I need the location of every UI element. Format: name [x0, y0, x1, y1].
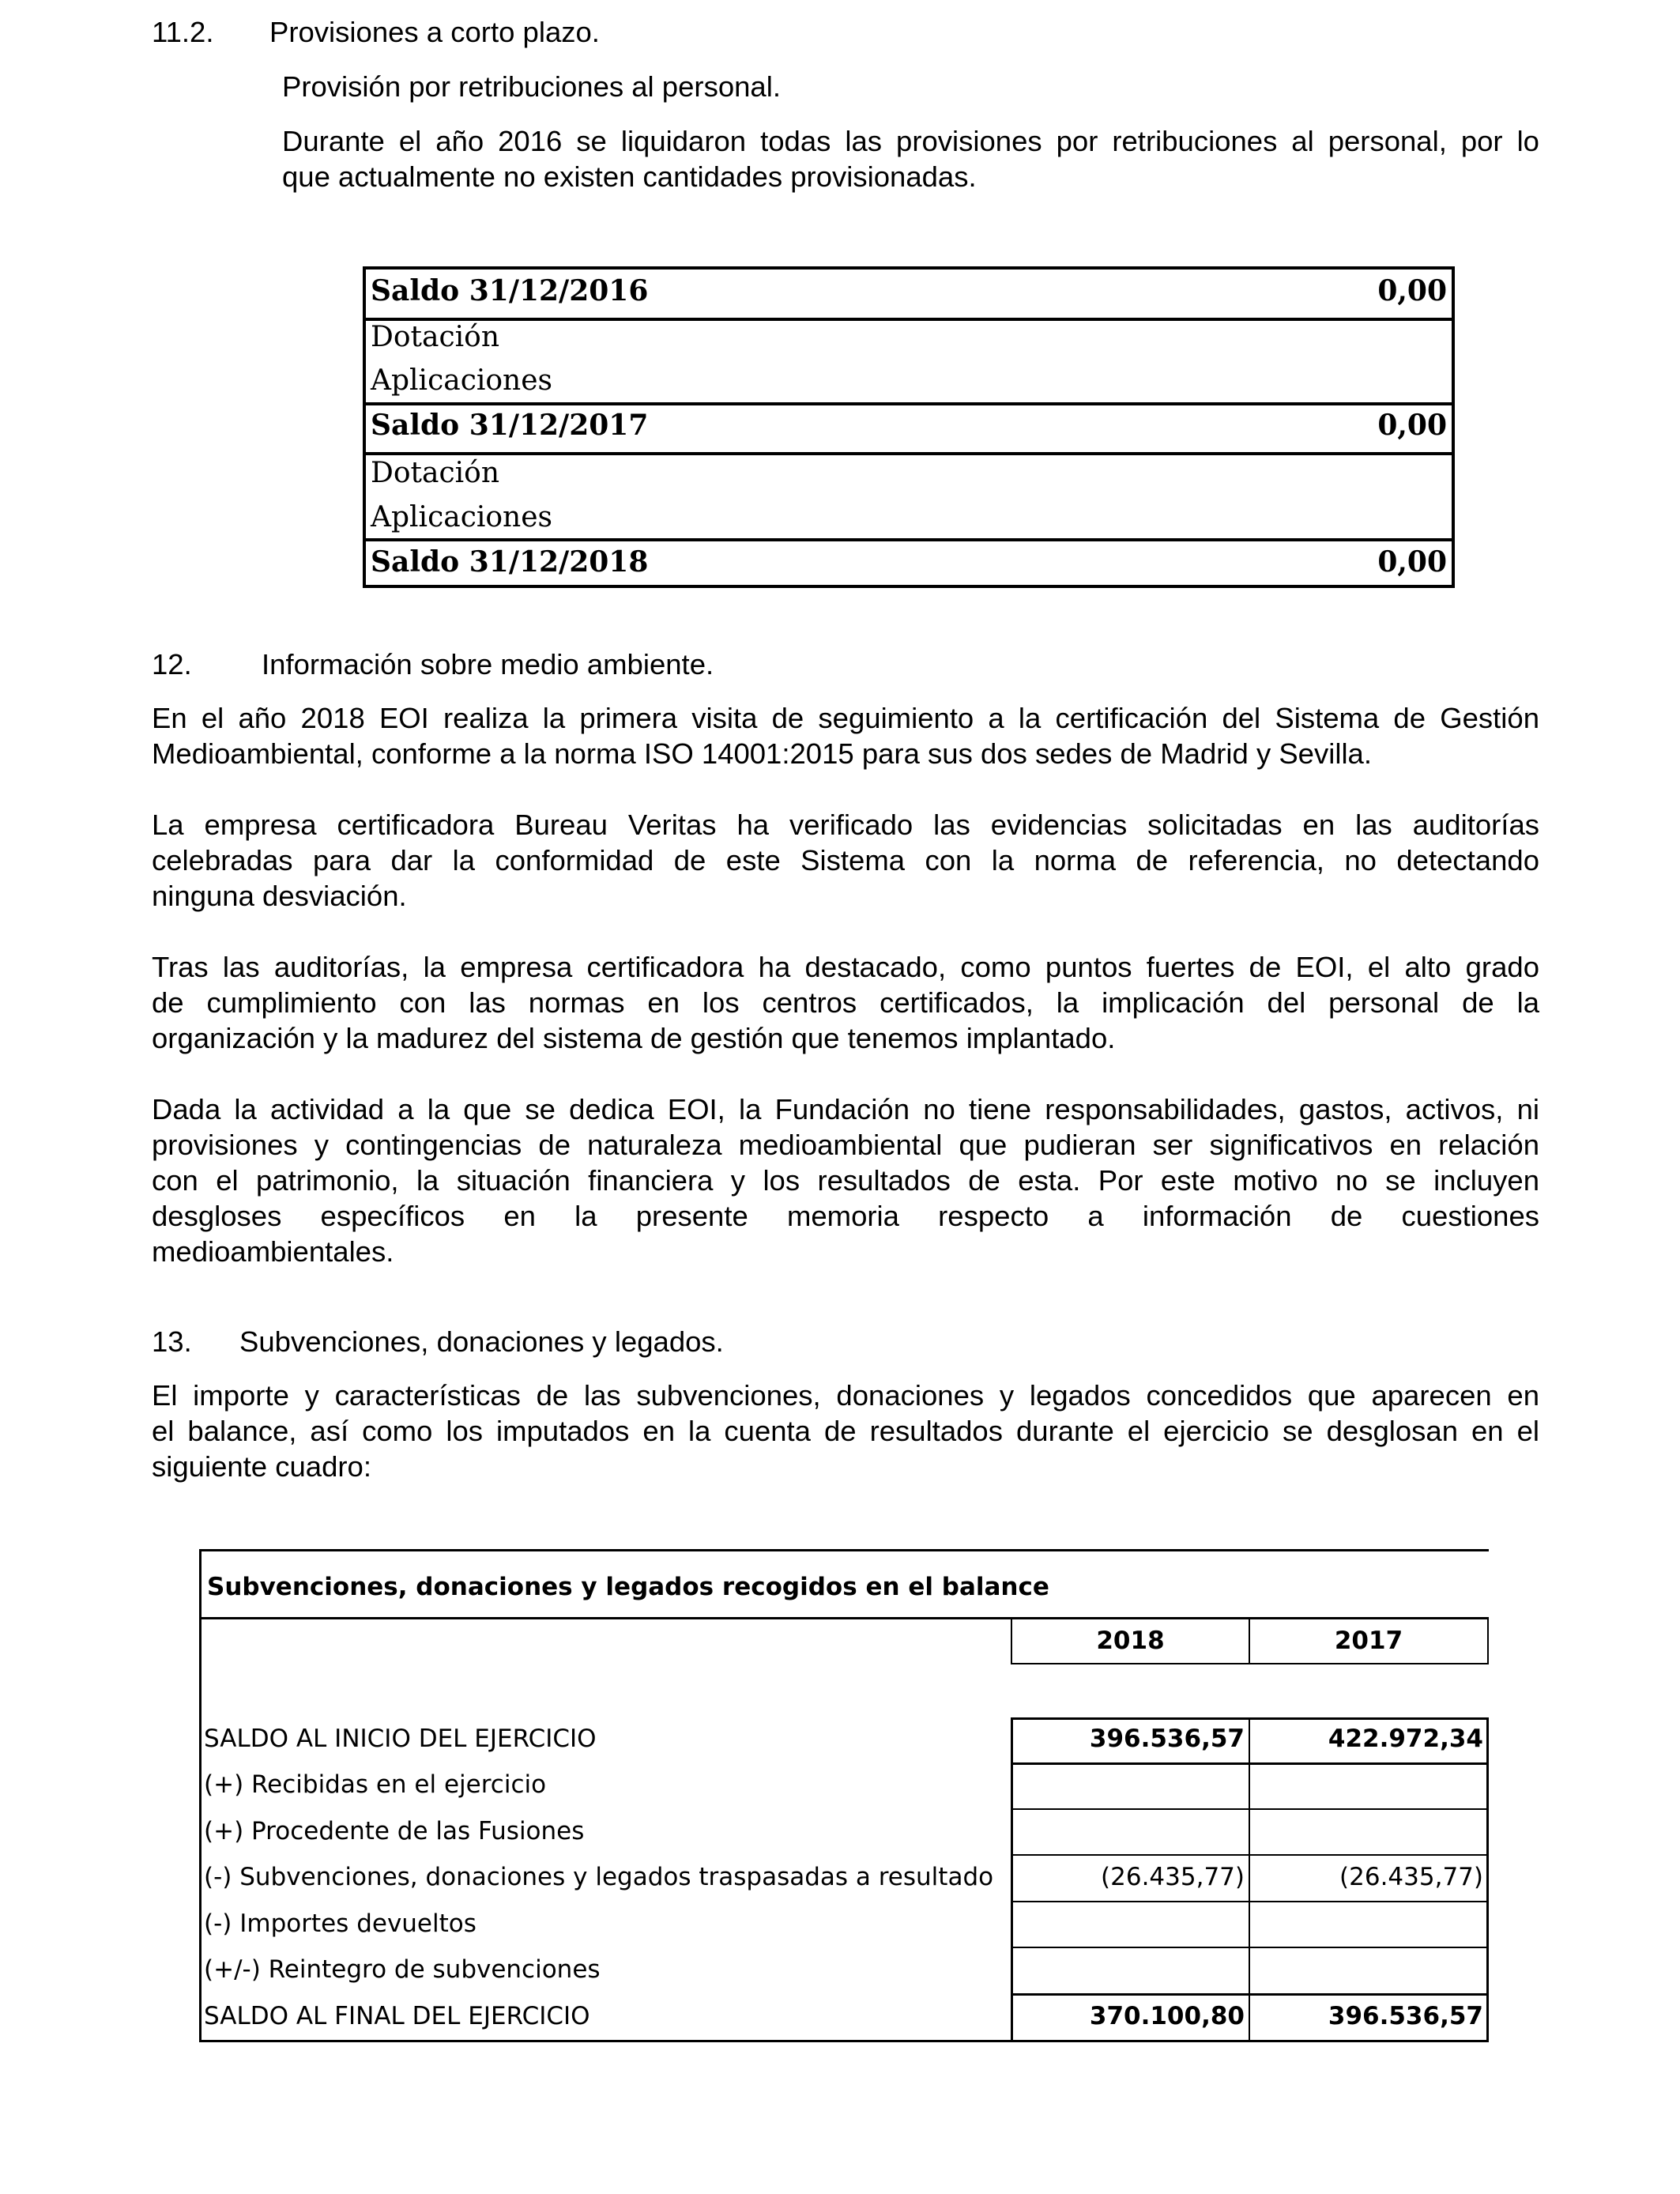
- row-label: SALDO AL INICIO DEL EJERCICIO: [204, 1725, 597, 1753]
- table-divider: [366, 452, 1452, 455]
- row-label: (+) Procedente de las Fusiones: [204, 1817, 585, 1845]
- row-value: 0,00: [1377, 274, 1447, 307]
- paragraph-line: con el patrimonio, la situación financiera y los resultados de esta. Por este motivo no se incluyen: [152, 1164, 1539, 1197]
- paragraph-line: Durante el año 2016 se liquidaron todas las provisiones por retribuciones al personal, por lo: [282, 125, 1539, 157]
- paragraph-line: provisiones y contingencias de naturaleza medioambiental que pudieran ser significativos en relación: [152, 1129, 1539, 1161]
- row-label: Aplicaciones: [371, 364, 553, 397]
- paragraph-line: ninguna desviación.: [152, 880, 407, 912]
- value-2017: (26.435,77): [1339, 1863, 1483, 1891]
- paragraph-line: de cumplimiento con las normas en los centros certificados, la implicación del personal de la: [152, 986, 1539, 1019]
- section-11-2-subtitle: Provisión por retribuciones al personal.: [282, 70, 781, 103]
- section-number: 11.2.: [152, 16, 214, 48]
- paragraph-line: Dada la actividad a la que se dedica EOI, la Fundación no tiene responsabilidades, gastos, activos, ni: [152, 1093, 1539, 1125]
- row-divider: [1011, 1808, 1489, 1810]
- row-divider: [1011, 1947, 1489, 1948]
- value-2017: 396.536,57: [1328, 2002, 1483, 2030]
- section-12-number: 12.: [152, 648, 192, 680]
- subsidy-balance-table: [199, 1549, 1489, 2042]
- table-divider: [366, 402, 1452, 405]
- row-label: (+/-) Reintegro de subvenciones: [204, 1955, 601, 1984]
- row-label: (-) Importes devueltos: [204, 1909, 477, 1938]
- paragraph-line: desgloses específicos en la presente memoria respecto a información de cuestiones: [152, 1200, 1539, 1232]
- section-11-2-title: Provisiones a corto plazo.: [269, 16, 600, 48]
- row-label: Dotación: [371, 321, 500, 353]
- table-divider: [366, 318, 1452, 321]
- table-border-top: [199, 1549, 1489, 1551]
- row-label: SALDO AL FINAL DEL EJERCICIO: [204, 2002, 590, 2030]
- value-2018: (26.435,77): [1101, 1863, 1245, 1891]
- table-divider: [366, 538, 1452, 541]
- paragraph-line: celebradas para dar la conformidad de este Sistema con la norma de referencia, no detectando: [152, 844, 1539, 876]
- paragraph-line: La empresa certificadora Bureau Veritas ha verificado las evidencias solicitadas en las auditorías: [152, 809, 1539, 841]
- section-12-title: Información sobre medio ambiente.: [262, 648, 714, 680]
- value-2018: 396.536,57: [1089, 1725, 1245, 1753]
- row-divider: [1011, 1993, 1489, 1996]
- row-label: Saldo 31/12/2017: [371, 409, 649, 442]
- table-title: Subvenciones, donaciones y legados recogidos en el balance: [207, 1573, 1049, 1601]
- paragraph-line: que actualmente no existen cantidades provisionadas.: [282, 160, 977, 193]
- row-value: 0,00: [1377, 409, 1447, 442]
- row-divider: [1011, 1762, 1489, 1765]
- value-2018: 370.100,80: [1089, 2002, 1245, 2030]
- value-2017: 422.972,34: [1328, 1725, 1483, 1753]
- section-11-2-heading: [152, 14, 213, 50]
- paragraph-line: Medioambiental, conforme a la norma ISO 14001:2015 para sus dos sedes de Madrid y Sevilla.: [152, 737, 1372, 770]
- table-border-left: [199, 1549, 202, 2042]
- row-label: Dotación: [371, 457, 500, 489]
- column-header-2018: 2018: [1096, 1627, 1165, 1655]
- row-label: (-) Subvenciones, donaciones y legados traspasadas a resultado: [204, 1863, 994, 1891]
- section-13-number: 13.: [152, 1325, 192, 1358]
- column-header-2017: 2017: [1334, 1627, 1403, 1655]
- paragraph-line: medioambientales.: [152, 1235, 394, 1268]
- provision-balance-table: [363, 266, 1455, 588]
- section-13-title: Subvenciones, donaciones y legados.: [239, 1325, 724, 1358]
- row-label: (+) Recibidas en el ejercicio: [204, 1770, 547, 1799]
- paragraph-line: Tras las auditorías, la empresa certificadora ha destacado, como puntos fuertes de EOI, el alto grado: [152, 951, 1539, 983]
- row-label: Saldo 31/12/2018: [371, 545, 649, 579]
- paragraph-line: El importe y características de las subvenciones, donaciones y legados concedidos que aparecen en: [152, 1379, 1539, 1412]
- paragraph-line: el balance, así como los imputados en la cuenta de resultados durante el ejercicio se desglosan en el: [152, 1415, 1539, 1447]
- row-value: 0,00: [1377, 545, 1447, 579]
- row-label: Aplicaciones: [371, 501, 553, 533]
- paragraph-line: En el año 2018 EOI realiza la primera visita de seguimiento a la certificación del Sistema de Gestión: [152, 702, 1539, 734]
- paragraph-line: siguiente cuadro:: [152, 1450, 371, 1483]
- row-divider: [1011, 1901, 1489, 1902]
- row-divider: [1011, 1854, 1489, 1856]
- paragraph-line: organización y la madurez del sistema de gestión que tenemos implantado.: [152, 1022, 1116, 1054]
- row-label: Saldo 31/12/2016: [371, 274, 649, 307]
